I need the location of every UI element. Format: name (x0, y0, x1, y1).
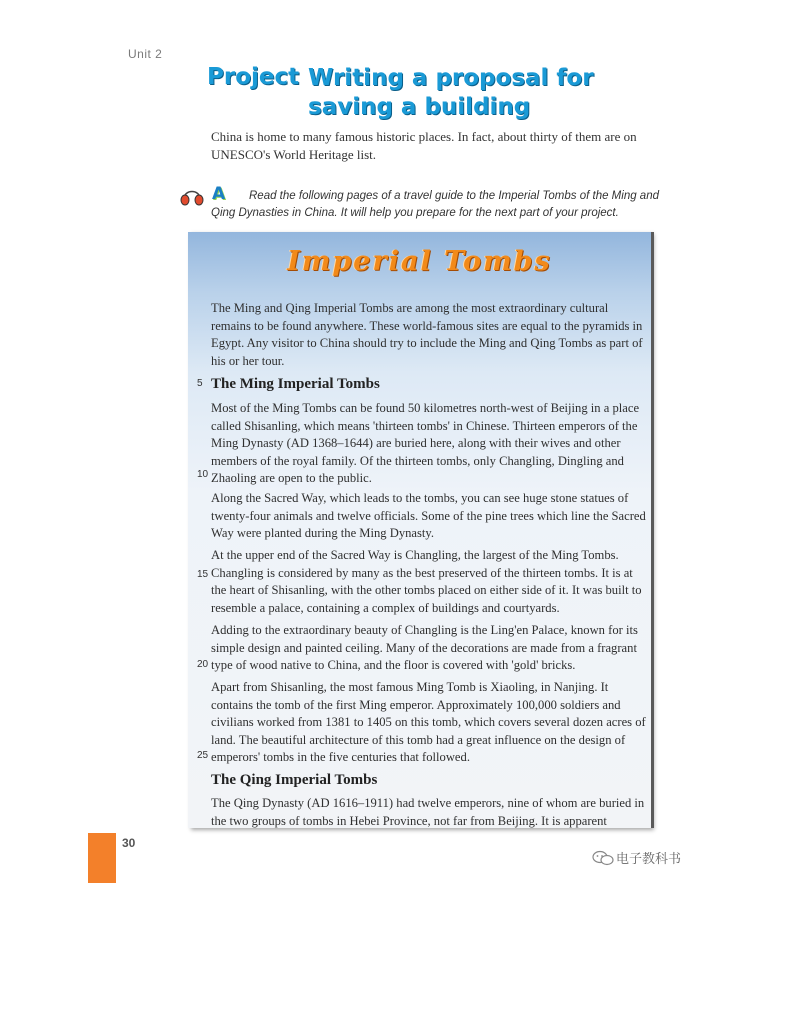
section-heading-ming: The Ming Imperial Tombs (211, 376, 380, 392)
article-paragraph-5: Adding to the extraordinary beauty of Changling is the Ling'en Palace, known for its simple design and painted ceiling. Many of the decorations are made from a fragrant type of wood native to China, and the floor is covered with 'gold' bricks. (211, 623, 638, 672)
article-paragraph-4: At the upper end of the Sacred Way is Changling, the largest of the Ming Tombs. Changling is considered by many as the best preserved of the thirteen tombs. It is at the heart of Shisanling, with the other tombs placed on either side of it. It was built to resemble a palace, containing a complex of buildings and courtyards. (211, 548, 642, 615)
section-heading-qing: The Qing Imperial Tombs (211, 772, 378, 788)
line-number: 15 (197, 569, 209, 580)
unit-label: Unit 2 (128, 47, 163, 61)
article-paragraph-1: The Ming and Qing Imperial Tombs are among the most extraordinary cultural remains to be found anywhere. These world-famous sites are equal to the pyramids in Egypt. Any visitor to China should try to include the Ming and Qing Tombs as part of his or her tour. (211, 301, 643, 368)
wechat-icon (592, 850, 614, 866)
article-paragraph-3: Along the Sacred Way, which leads to the tombs, you can see huge stone statues of twenty-four animals and twelve officials. Some of the pine trees which line the Sacred Way were planted during the Ming Dynasty. (211, 491, 646, 540)
task-letter-badge: A (212, 184, 226, 204)
page-title: Writing a proposal for saving a building (308, 65, 594, 120)
page-tab-marker (88, 833, 116, 883)
travel-guide-panel (188, 232, 651, 828)
headphones-icon (178, 185, 212, 207)
article-paragraph-2: Most of the Ming Tombs can be found 50 kilometres north-west of Beijing in a place called Shisanling, which means 'thirteen tombs' in Chinese. Thirteen emperors of the Ming Dynasty (AD 1368–1644) are buried here, along with their wives and other members of the royal family. Of the thirteen tombs, only Changling, Dingling and Zhaoling are open to the public. (211, 401, 640, 485)
line-number: 20 (197, 659, 209, 670)
article-paragraph-7: The Qing Dynasty (AD 1616–1911) had twelve emperors, nine of whom are buried in the two groups of tombs in Hebei Province, not far from Beijing. It is apparent (211, 796, 645, 828)
article-paragraph-6: Apart from Shisanling, the most famous Ming Tomb is Xiaoling, in Nanjing. It contains the tomb of the first Ming emperor. Approximately 100,000 soldiers and civilians worked from 1381 to 1405 on this tomb, which covers several dozen acres of land. The beautiful architecture of this tomb had a great influence on the design of emperors' tombs in the five centuries that followed. (211, 680, 646, 764)
article-title: Imperial Tombs (287, 246, 552, 277)
intro-paragraph: China is home to many famous historic places. In fact, about thirty of them are on UNESCO's World Heritage list. (211, 129, 637, 162)
line-number: 5 (197, 378, 203, 389)
line-number: 10 (197, 469, 209, 480)
line-number: 25 (197, 750, 209, 761)
watermark-text: 电子教科书 (616, 852, 682, 867)
project-label: Project (207, 64, 300, 90)
page-number: 30 (122, 836, 136, 850)
panel-shadow-edge (651, 232, 654, 828)
task-instruction: Read the following pages of a travel guide to the Imperial Tombs of the Ming and Qing Dynasties in China. It will help you prepare for the next part of your project. (211, 190, 659, 219)
